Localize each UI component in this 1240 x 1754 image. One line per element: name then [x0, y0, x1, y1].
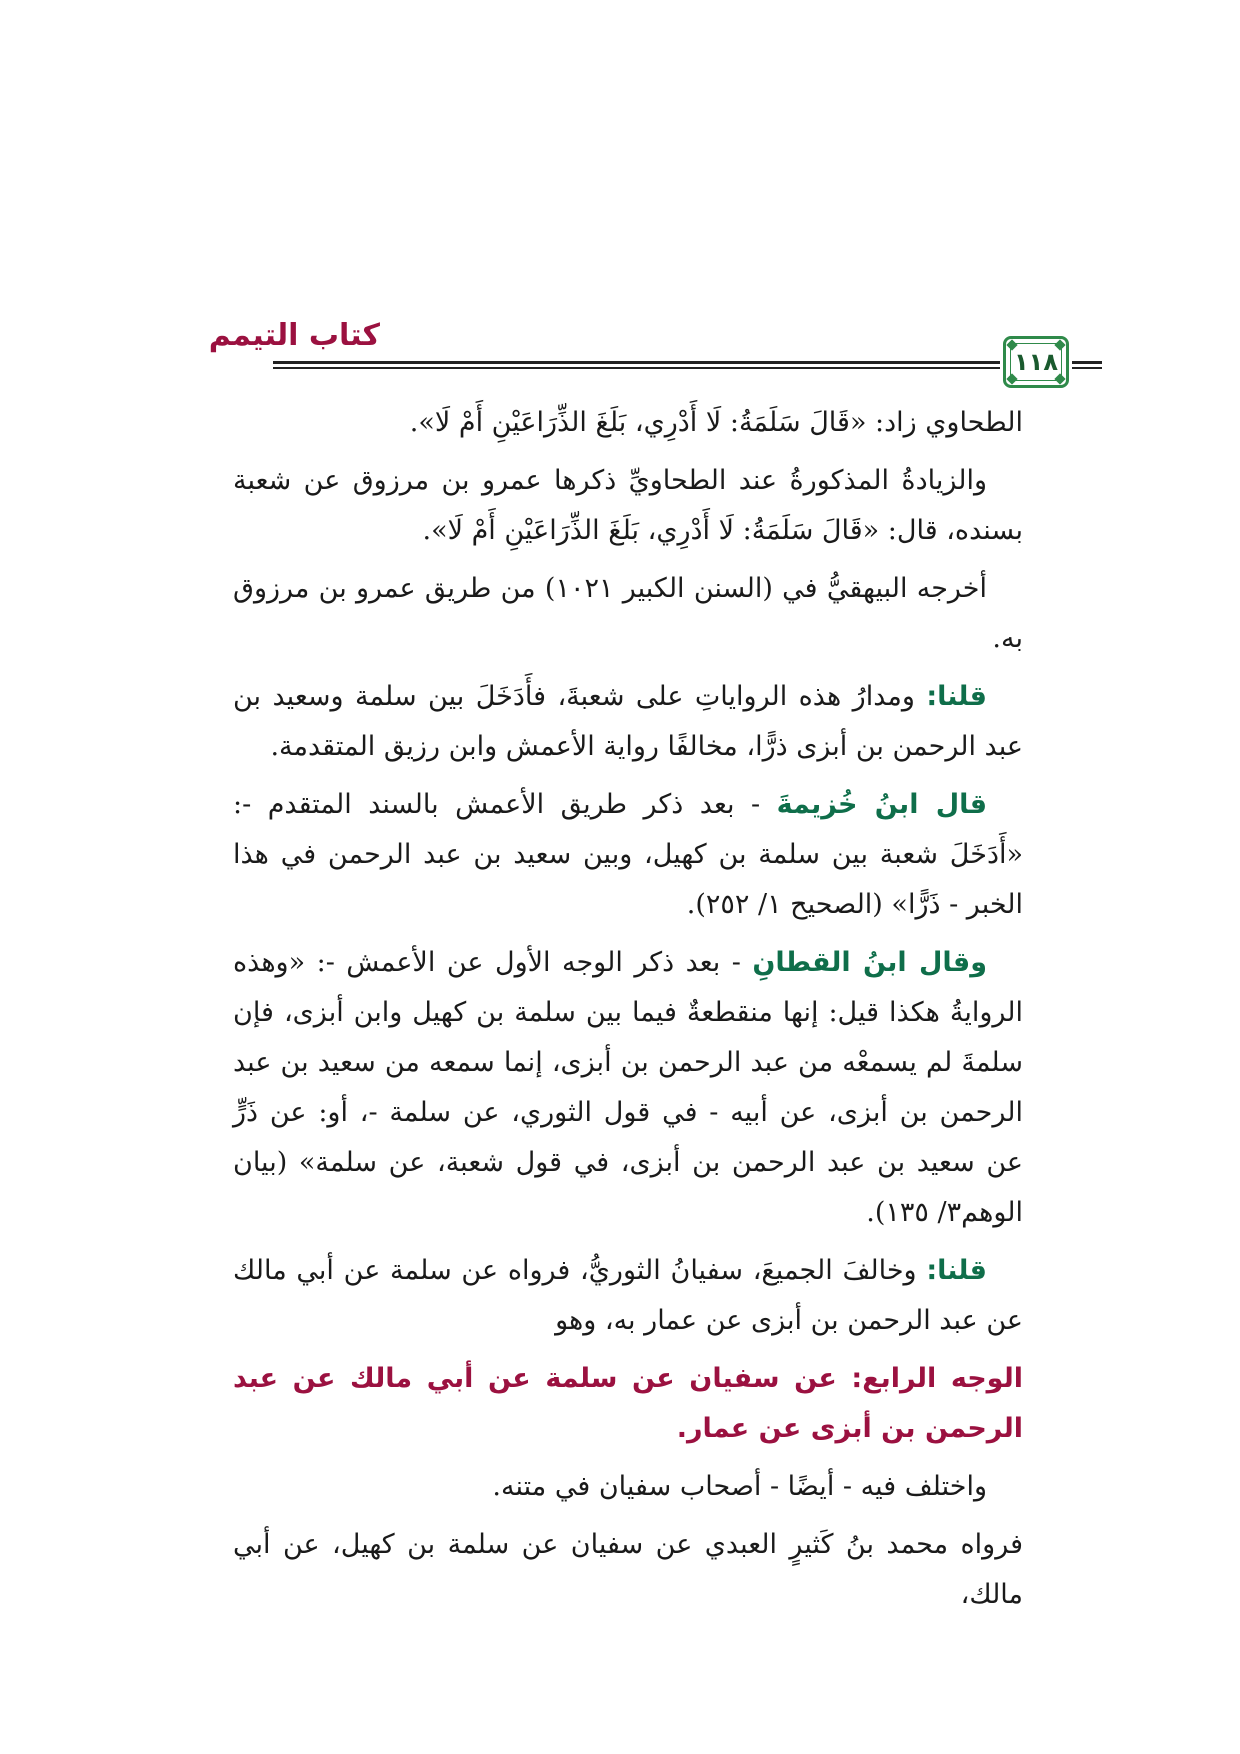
paragraph: قلنا: وخالفَ الجميعَ، سفيانُ الثوريُّ، فرواه عن سلمة عن أبي مالك عن عبد الرحمن بن أبزى عن عمار به، وهو [233, 1255, 1023, 1336]
section-heading: الوجه الرابع: عن سفيان عن سلمة عن أبي مالك عن عبد الرحمن بن أبزى عن عمار. [233, 1363, 1023, 1444]
highlight-lead: وقال ابنُ القطانِ [752, 947, 987, 978]
header-rule [1072, 367, 1102, 369]
header-rule [1072, 361, 1102, 364]
paragraph: أخرجه البيهقيُّ في (السنن الكبير ١٠٢١) من طريق عمرو بن مرزوق به. [233, 573, 1023, 654]
paragraph: قال ابنُ خُزيمةَ - بعد ذكر طريق الأعمش بالسند المتقدم -: «أَدَخَلَ شعبة بين سلمة بن كهيل، وبين سعيد بن عبد الرحمن في هذا الخبر - ذَرًّا» (الصحيح ١/ ٢٥٢). [233, 789, 1023, 920]
paragraph: فرواه محمد بنُ كَثيرٍ العبدي عن سفيان عن سلمة بن كهيل، عن أبي مالك، [233, 1529, 1023, 1610]
paragraph: واختلف فيه - أيضًا - أصحاب سفيان في متنه. [492, 1471, 987, 1502]
page-number: ١١٨ [1014, 348, 1058, 376]
paragraph: وقال ابنُ القطانِ - بعد ذكر الوجه الأول عن الأعمش -: «وهذه الروايةُ هكذا قيل: إنها منقطعةٌ فيما بين سلمة بن كهيل وابن أبزى، فإن سلمةَ لم يسمعْه من عبد الرحمن بن أبزى، إنما سمعه من سعيد بن عبد الرحمن بن أبزى، عن أبيه - في قول الثوري، عن سلمة -، أو: عن ذَرٍّ عن سعيد بن عبد الرحمن بن أبزى، في قول شعبة، عن سلمة» (بيان الوهم٣/ ١٣٥). [233, 947, 1023, 1228]
paragraph: الطحاوي زاد: «قَالَ سَلَمَةُ: لَا أَدْرِي، بَلَغَ الذِّرَاعَيْنِ أَمْ لَا». [409, 407, 1023, 438]
body-text [233, 398, 1023, 1628]
running-head-title: كتاب التيمم [208, 318, 380, 353]
header-rule [273, 361, 1000, 364]
highlight-lead: قلنا: [926, 1255, 987, 1286]
header-rule [273, 367, 1000, 369]
paragraph: والزيادةُ المذكورةُ عند الطحاويِّ ذكرها عمرو بن مرزوق عن شعبة بسنده، قال: «قَالَ سَلَمَةُ: لَا أَدْرِي، بَلَغَ الذِّرَاعَيْنِ أَمْ لَا». [233, 465, 1023, 546]
paragraph: قلنا: ومدارُ هذه الرواياتِ على شعبةَ، فأَدَخَلَ بين سلمة وسعيد بن عبد الرحمن بن أبزى ذرًّا، مخالفًا رواية الأعمش وابن رزيق المتقدمة. [233, 681, 1023, 762]
highlight-lead: قال ابنُ خُزيمةَ [776, 789, 988, 820]
highlight-lead: قلنا: [926, 681, 987, 712]
page-number-badge [1003, 336, 1069, 388]
